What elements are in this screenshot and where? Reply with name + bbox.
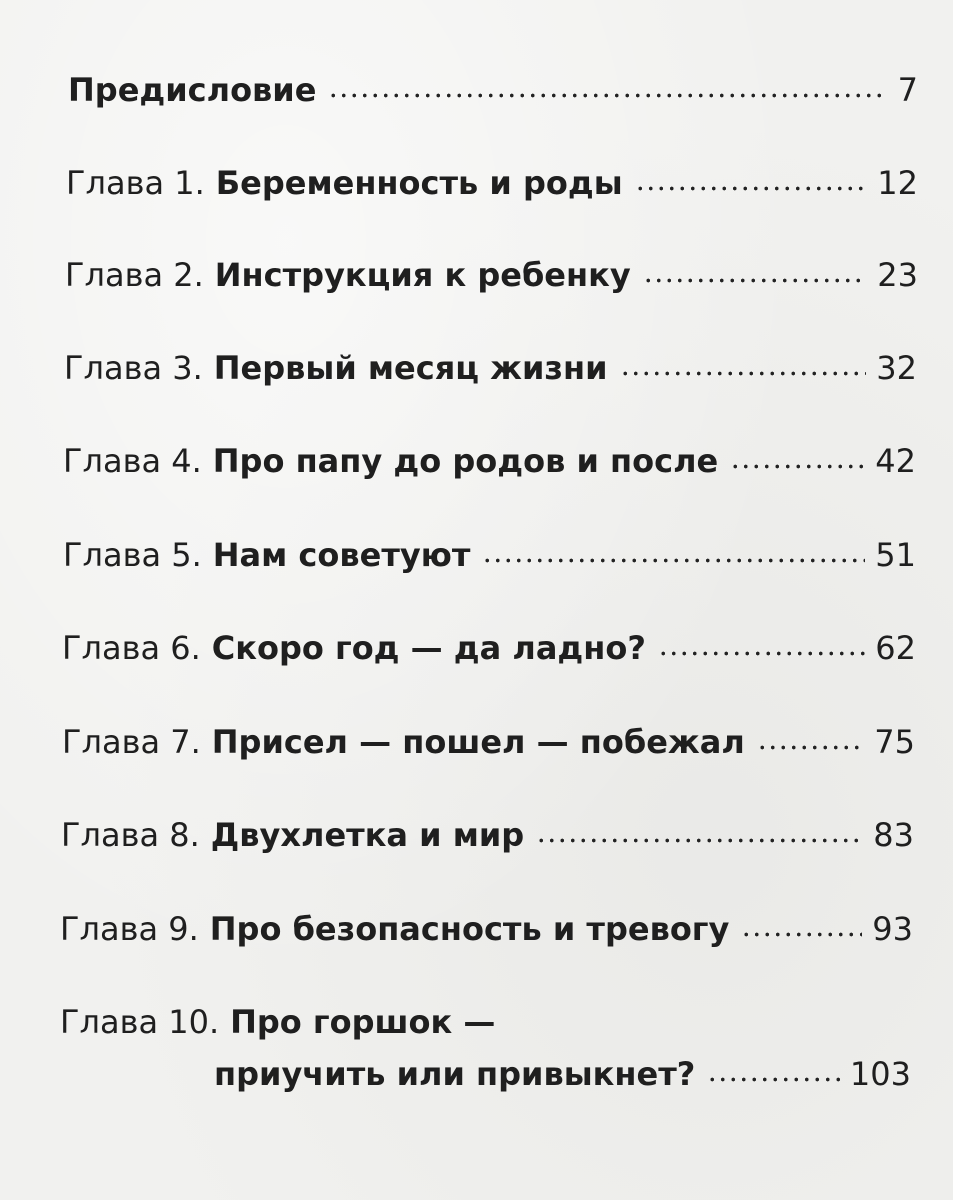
toc-entry-page: 51	[875, 536, 916, 574]
dot-leader	[741, 932, 862, 937]
toc-entry-page: 93	[872, 910, 913, 948]
toc-entry-chapter-2	[65, 255, 918, 295]
toc-entry-page: 103	[849, 1055, 911, 1093]
dot-leader	[757, 745, 865, 750]
toc-entry-title: Про безопасность и тревогу	[209, 910, 730, 948]
toc-entry-chapter-6	[62, 628, 916, 668]
toc-entry-chapter-8	[61, 815, 914, 855]
toc-entry-title: Нам советуют	[212, 536, 471, 574]
toc-entry-prefix: Глава 3.	[64, 349, 203, 387]
toc-entry-prefix: Глава 4.	[63, 442, 202, 480]
toc-entry-title-line-1: Про горшок —	[230, 1003, 496, 1041]
toc-entry-chapter-10	[60, 1002, 913, 1042]
toc-entry-page: 42	[875, 442, 916, 480]
dot-leader	[707, 1077, 840, 1082]
toc-entry-prefix: Глава 6.	[62, 629, 201, 667]
toc-entry-page: 62	[875, 629, 916, 667]
toc-entry-title: Первый месяц жизни	[213, 349, 608, 387]
toc-entry-title: Двухлетка и мир	[210, 816, 525, 854]
toc-entry-page: 12	[877, 164, 918, 202]
toc-entry-chapter-5	[63, 535, 916, 575]
toc-entry-title: Скоро год — да ладно?	[211, 629, 646, 667]
toc-entry-page: 75	[874, 723, 915, 761]
toc-entry-page: 23	[877, 256, 918, 294]
toc-entry-page: 32	[876, 349, 917, 387]
dot-leader	[328, 93, 887, 98]
toc-entry-chapter-1	[66, 163, 918, 203]
dot-leader	[730, 464, 865, 469]
toc-entry-title: Присел — пошел — побежал	[211, 723, 745, 761]
toc-entry-title-line-2: приучить или привыкнет?	[214, 1055, 696, 1093]
toc-entry-title: Предисловие	[68, 71, 317, 109]
toc-entry-title: Про папу до родов и после	[212, 442, 719, 480]
toc-entry-chapter-9	[60, 909, 913, 949]
toc-entry-chapter-7	[62, 722, 915, 762]
toc-entry-prefix: Глава 7.	[62, 723, 201, 761]
toc-entry-prefix: Глава 9.	[60, 910, 199, 948]
dot-leader	[635, 186, 868, 191]
dot-leader	[482, 558, 865, 563]
dot-leader	[658, 651, 865, 656]
dot-leader	[620, 371, 867, 376]
toc-entry-chapter-3	[64, 348, 917, 388]
toc-entry-prefix: Глава 8.	[61, 816, 200, 854]
toc-entry-chapter-10-continuation	[214, 1054, 911, 1094]
toc-entry-preface	[68, 70, 918, 110]
toc-entry-prefix: Глава 2.	[65, 256, 204, 294]
toc-entry-prefix: Глава 1.	[66, 164, 205, 202]
toc-entry-prefix: Глава 5.	[63, 536, 202, 574]
toc-entry-page: 7	[897, 71, 918, 109]
toc-entry-title: Инструкция к ребенку	[214, 256, 631, 294]
toc-entry-prefix: Глава 10.	[60, 1003, 220, 1041]
dot-leader	[536, 838, 863, 843]
toc-entry-chapter-4	[63, 441, 916, 481]
dot-leader	[643, 278, 868, 283]
toc-entry-page: 83	[873, 816, 914, 854]
toc-entry-title: Беременность и роды	[215, 164, 623, 202]
